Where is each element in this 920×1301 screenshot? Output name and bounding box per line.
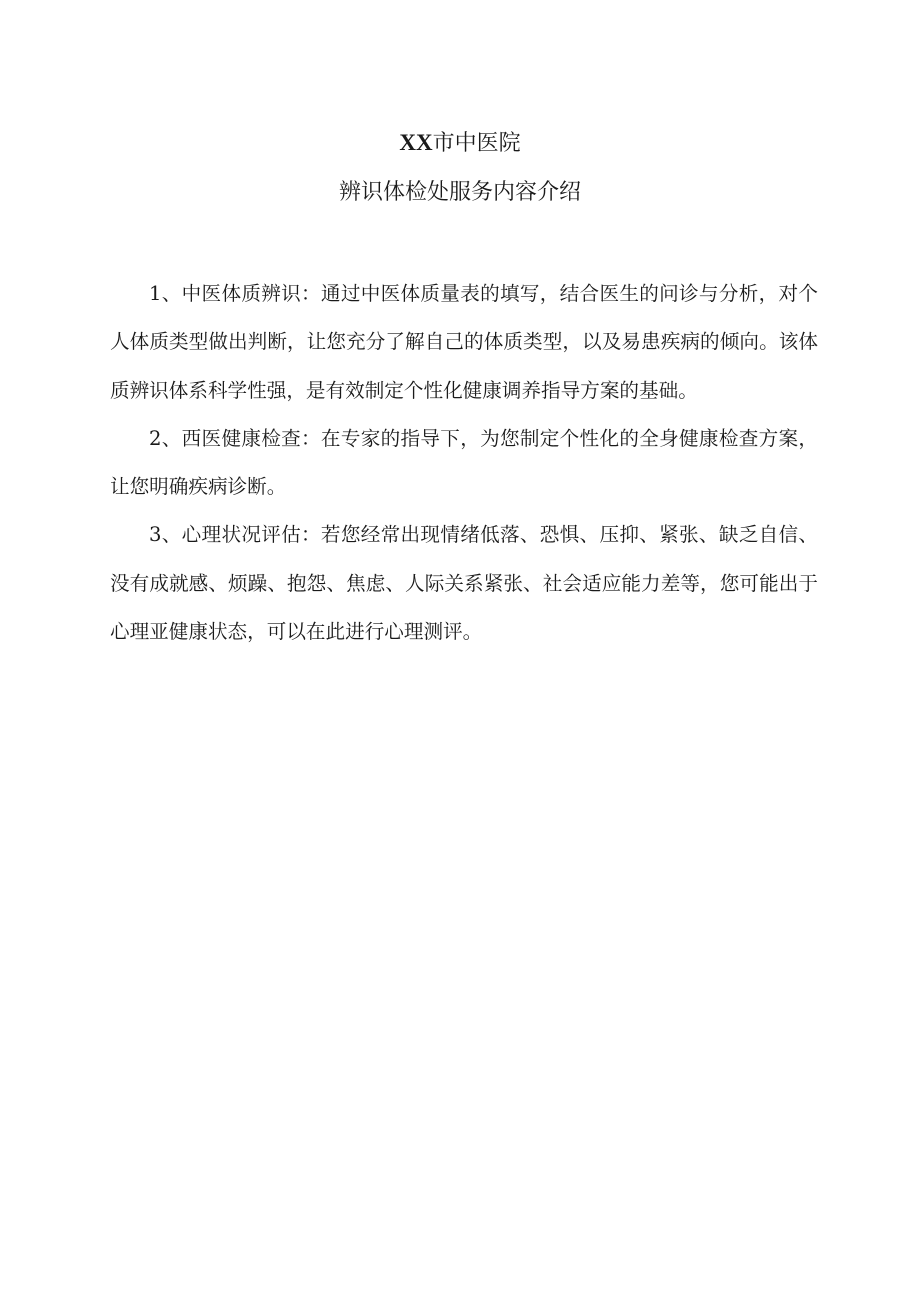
title-hospital-name: 市中医院 <box>432 131 521 156</box>
paragraph-western-checkup: 2、西医健康检查：在专家的指导下，为您制定个性化的全身健康检查方案，让您明确疾病诊断。 <box>110 426 818 499</box>
document-title <box>0 128 920 159</box>
paragraph-tcm-constitution: 1、中医体质辨识：通过中医体质量表的填写，结合医生的问诊与分析，对个人体质类型做出判断，让您充分了解自己的体质类型，以及易患疾病的倾向。该体质辨识体系科学性强，是有效制定个性化健康调养指导方案的基础。 <box>110 282 818 402</box>
document-subtitle: 辨识体检处服务内容介绍 <box>338 180 581 205</box>
title-brand: XX <box>399 130 433 155</box>
document-body <box>110 270 818 656</box>
paragraph-psychological-assessment: 3、心理状况评估：若您经常出现情绪低落、恐惧、压抑、紧张、缺乏自信、没有成就感、烦躁、抱怨、焦虑、人际关系紧张、社会适应能力差等，您可能出于心理亚健康状态，可以在此进行心理测评。 <box>110 523 818 644</box>
